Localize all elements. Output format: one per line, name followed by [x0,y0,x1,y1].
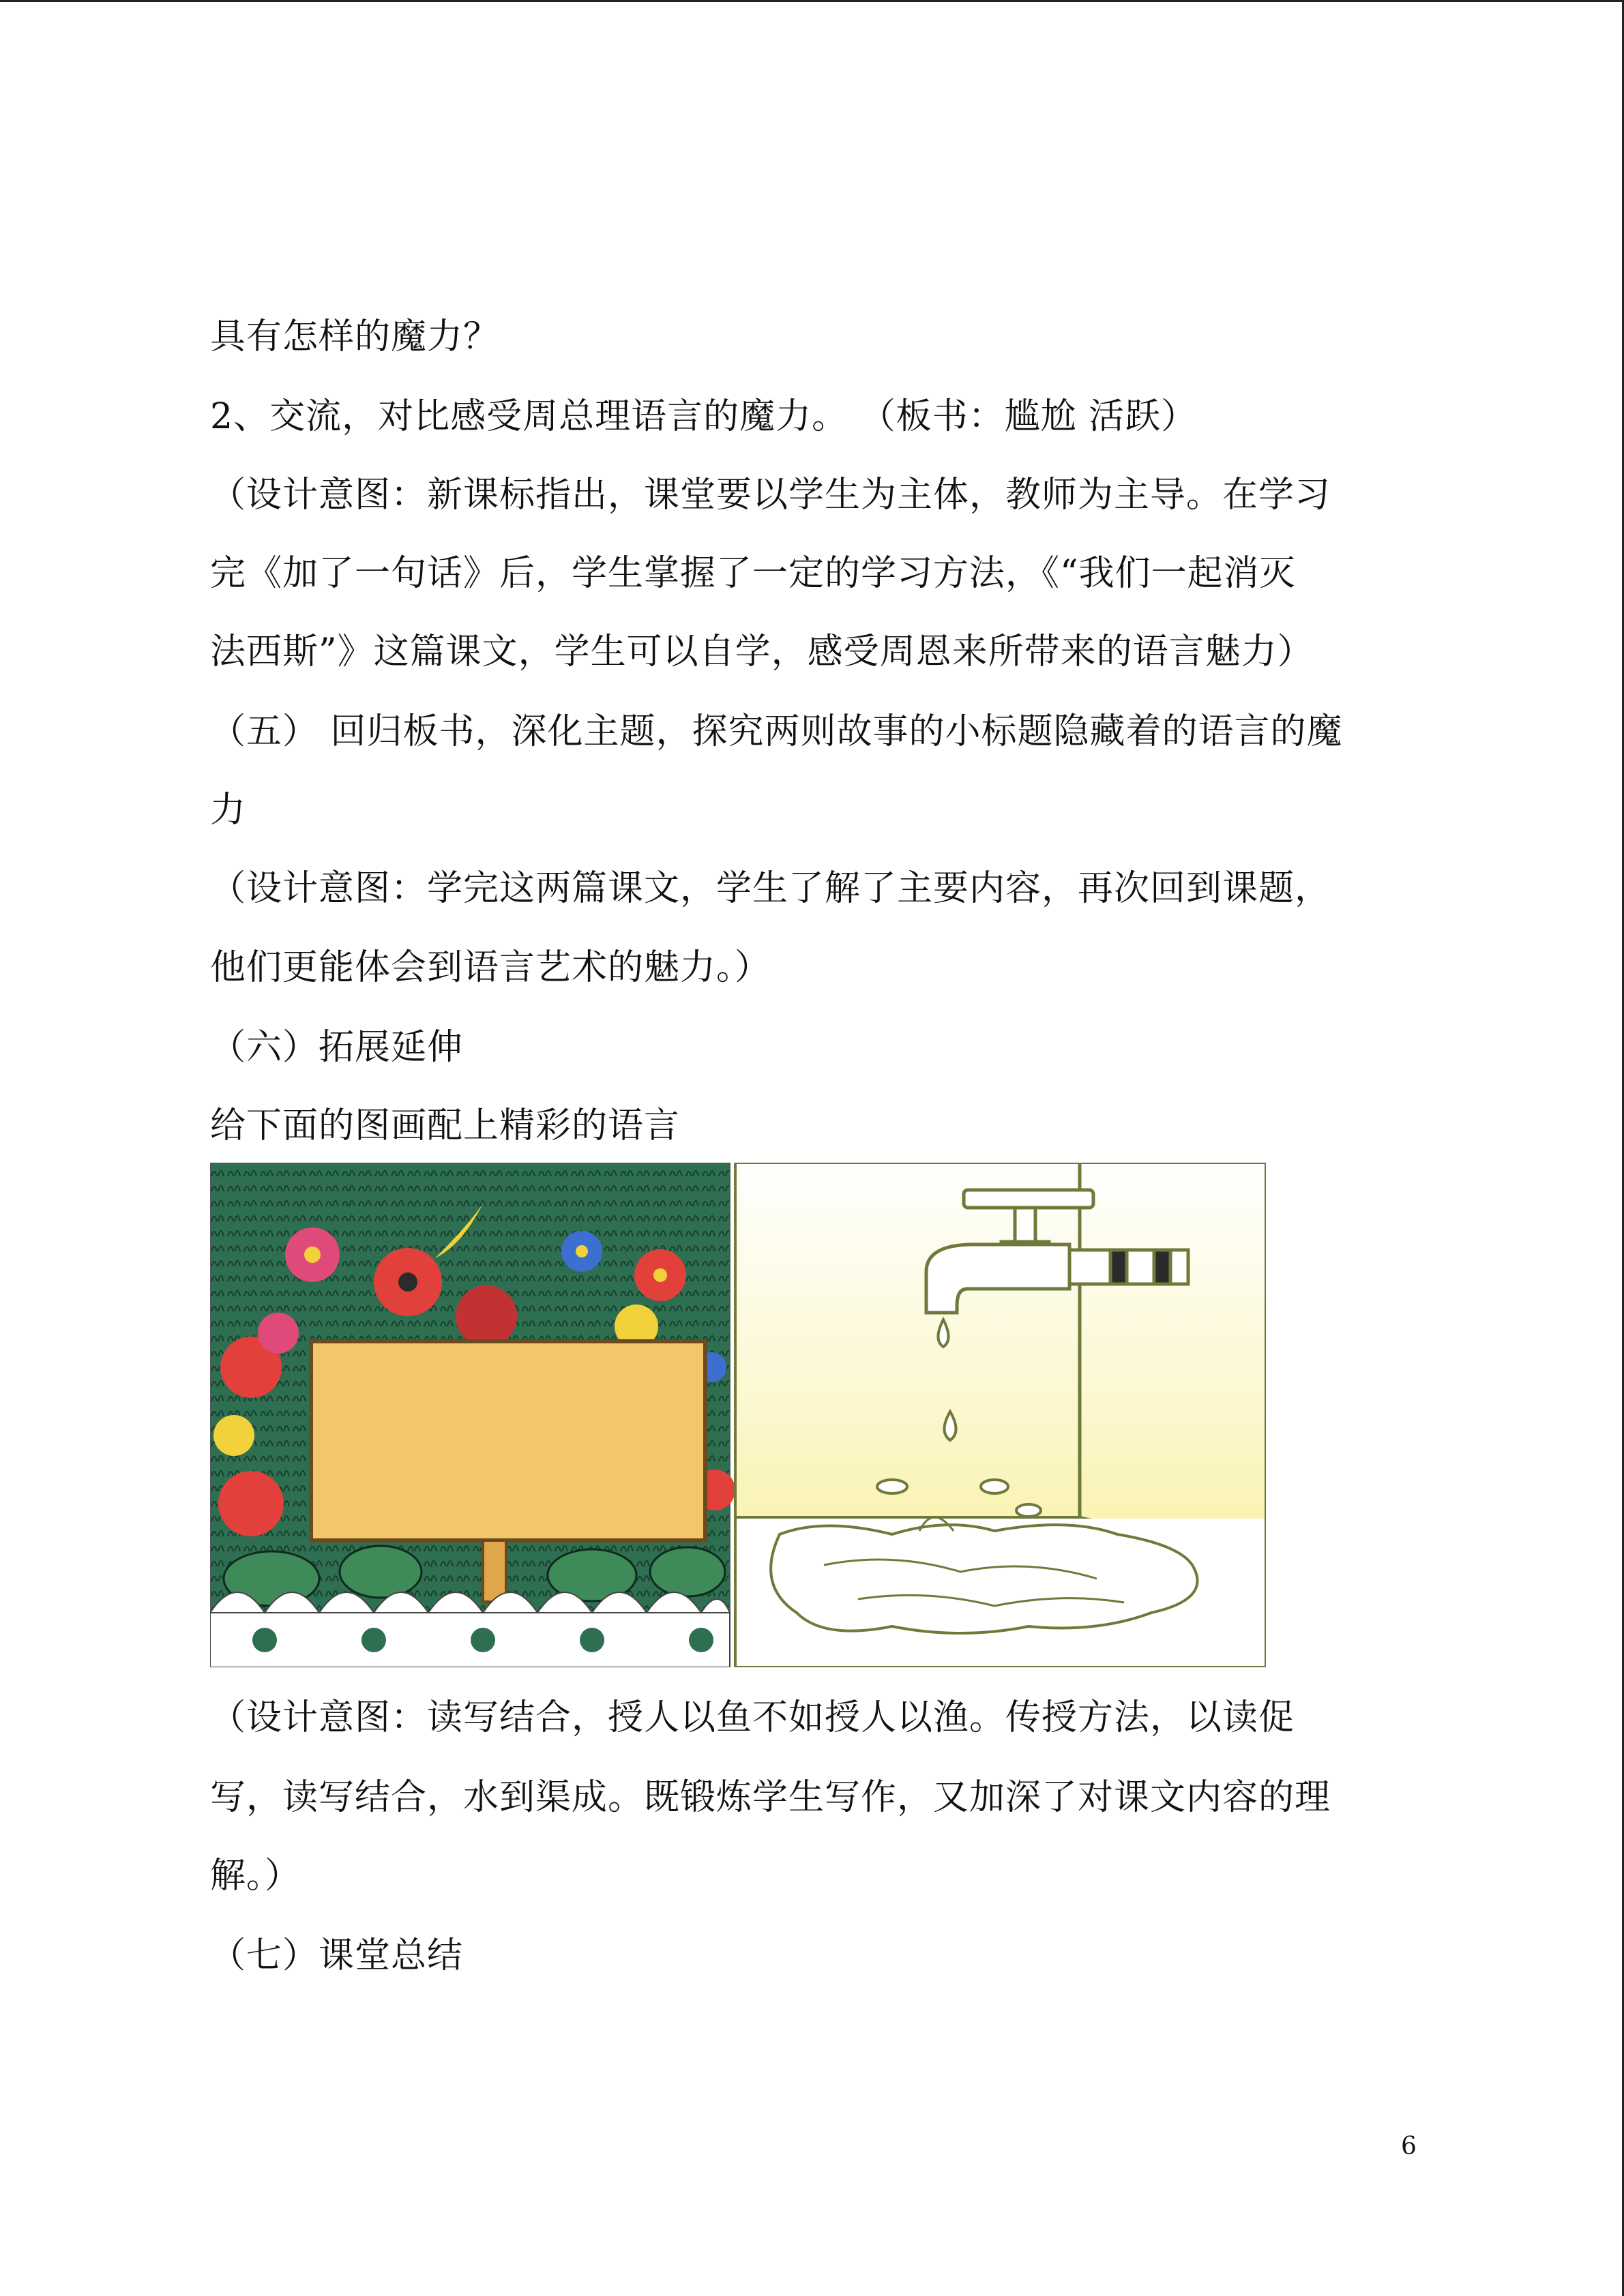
text-line-12: （设计意图：读写结合，授人以鱼不如授人以渔。传授方法，以读促 [210,1697,1295,1738]
section-seven-heading: （七）课堂总结 [210,1935,464,1976]
text-line-4: 完《加了一句话》后，学生掌握了一定的学习方法，《“我们一起消灭 [210,553,1296,594]
text-line-9: 他们更能体会到语言艺术的魅力。） [210,947,771,988]
text-line-11: 给下面的图画配上精彩的语言 [210,1105,681,1146]
text-line-2: 2、交流，对比感受周总理语言的魔力。 （板书：尴尬 活跃） [210,396,1198,437]
illustration-pair [210,1163,1266,1667]
dripping-faucet-picture [735,1163,1266,1667]
text-line-13: 写，读写结合，水到渠成。既锻炼学生写作，又加深了对课文内容的理 [210,1777,1331,1818]
section-six-heading: （六）拓展延伸 [210,1027,464,1068]
text-line-1: 具有怎样的魔力？ [210,316,500,357]
section-five-heading-cont: 力 [210,790,247,831]
garden-sign-picture [210,1163,735,1667]
text-line-14: 解。） [210,1855,301,1896]
text-line-3: （设计意图：新课标指出，课堂要以学生为主体，教师为主导。在学习 [210,475,1331,516]
top-border [0,0,1624,2]
page-number: 6 [1401,2132,1417,2160]
section-five-heading: （五） 回归板书，深化主题，探究两则故事的小标题隐藏着的语言的魔 [210,711,1343,752]
text-line-5: 法西斯”》这篇课文，学生可以自学，感受周恩来所带来的语言魅力） [210,631,1314,672]
text-line-8: （设计意图：学完这两篇课文，学生了解了主要内容，再次回到课题， [210,868,1331,909]
